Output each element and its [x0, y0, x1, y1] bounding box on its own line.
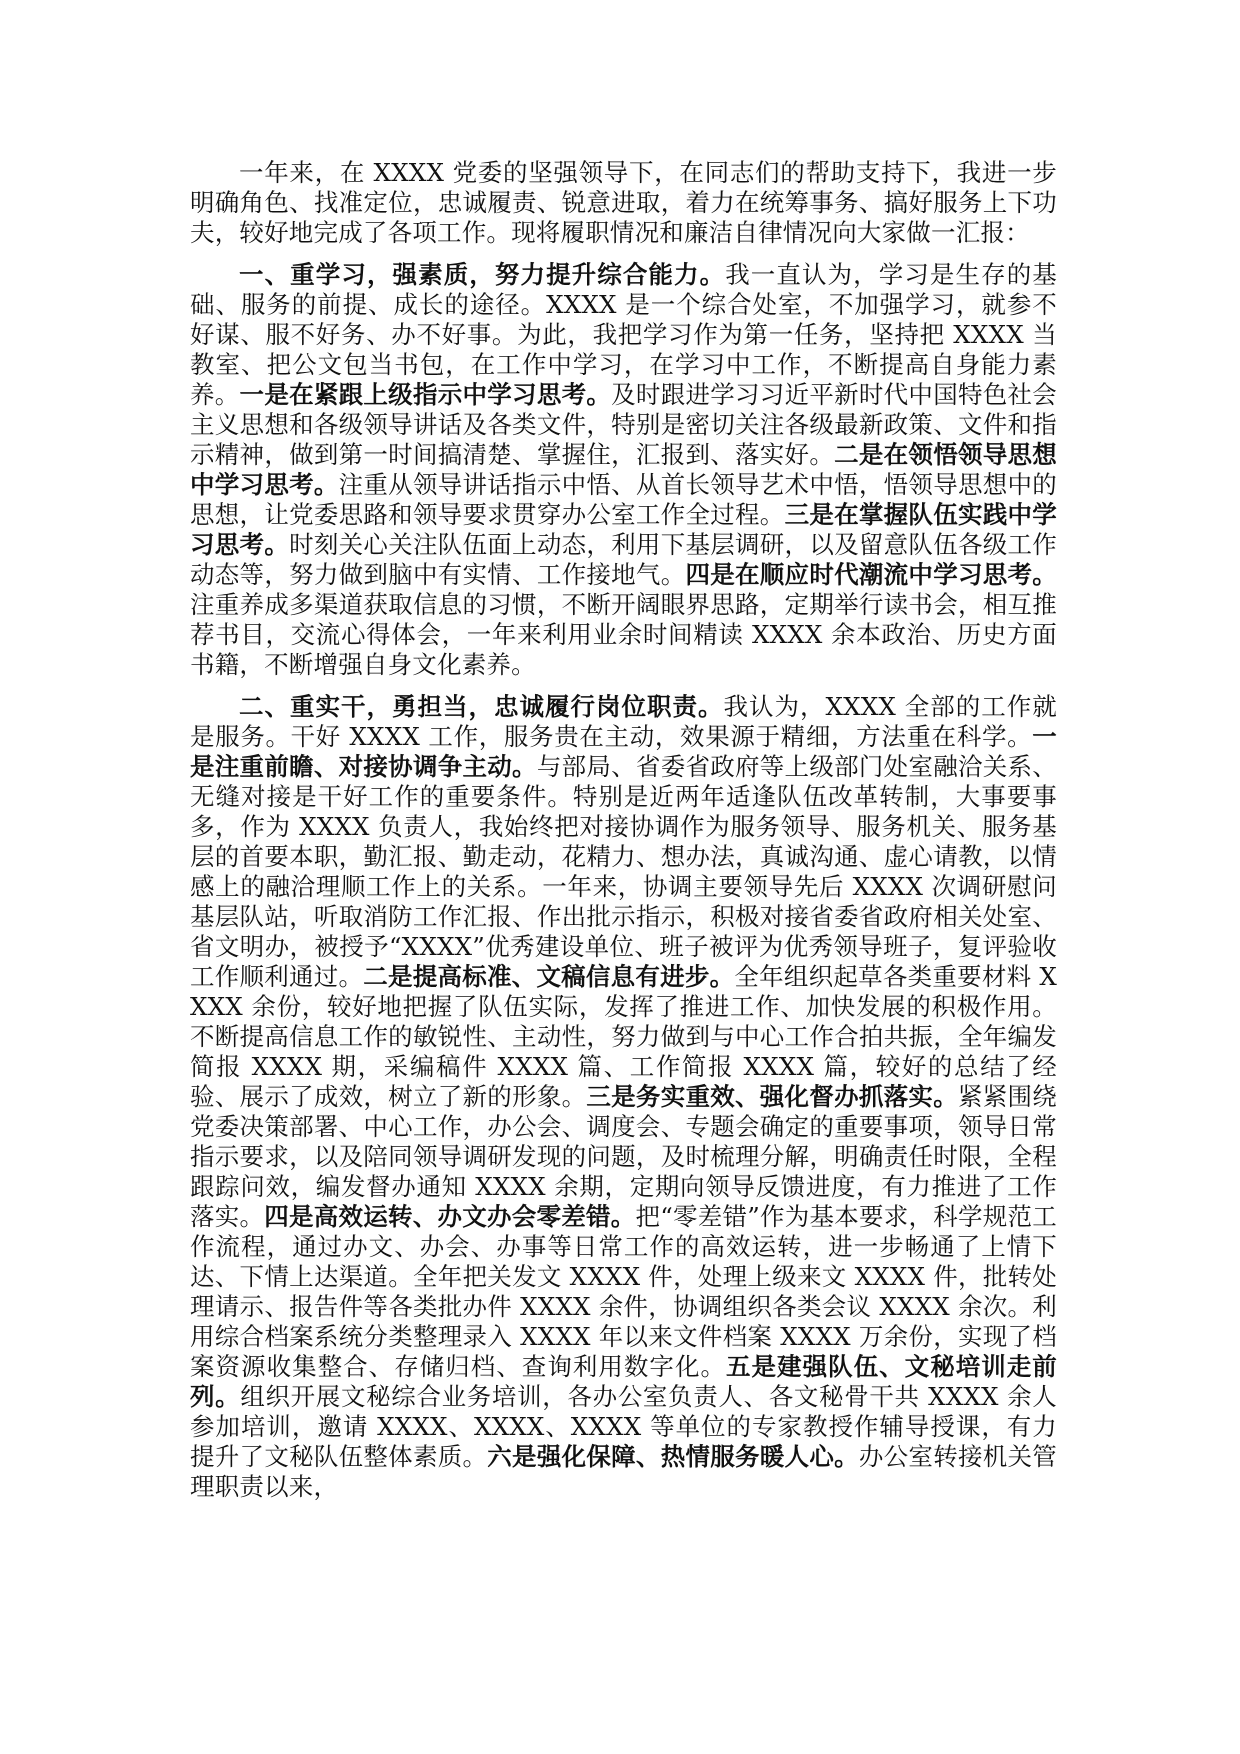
work-point-four-text: 把“零差错”作为基本要求，科学规范工作流程，通过办文、办会、办事等日常工作的高效运转，进一步畅通了上情下达、下情上达渠道。全年把关发文 XXXX 件，处理上级来文 XXXX 件，批转处理请示、报告件等各类批办件 XXXX 余件，协调组织各类会议 XXXX 余次。利用综合档案系统分类整理录入 XXXX 年以来文件档案 XXXX 万余份，实现了档案资源收集整合、存储归档、查询利用数字化。 — [190, 1202, 1057, 1381]
section-one-heading: 一、重学习，强素质，努力提升综合能力。 — [239, 260, 726, 289]
work-point-two-heading: 二是提高标准、文稿信息有进步。 — [363, 962, 735, 991]
section-work-paragraph — [190, 692, 1057, 1502]
section-study-paragraph — [190, 260, 1057, 680]
work-point-two-text: 全年组织起草各类重要材料 XXXX 余份，较好地把握了队伍实际，发挥了推进工作、加快发展的积极作用。不断提高信息工作的敏锐性、主动性，努力做到与中心工作合拍共振，全年编发简报 XXXX 期，采编稿件 XXXX 篇、工作简报 XXXX 篇，较好的总结了经验、展示了成效，树立了新的形象。 — [190, 962, 1057, 1111]
work-point-six-text: 办公室转接机关管理职责以来， — [190, 1442, 1058, 1501]
intro-paragraph — [190, 158, 1057, 248]
point-two-heading: 二是在领悟领导思想中学习思考。 — [190, 440, 1057, 499]
work-point-three-heading: 三是务实重效、强化督办抓落实。 — [586, 1082, 958, 1111]
point-three-text: 时刻关心关注队伍面上动态，利用下基层调研，以及留意队伍各级工作动态等，努力做到脑中有实情、工作接地气。 — [190, 530, 1057, 589]
section-two-text: 我认为，XXXX 全部的工作就是服务。干好 XXXX 工作，服务贵在主动，效果源于精细，方法重在科学。 — [190, 692, 1057, 751]
work-point-six-heading: 六是强化保障、热情服务暖人心。 — [487, 1442, 859, 1471]
work-point-one-heading: 一是注重前瞻、对接协调争主动。 — [190, 722, 1057, 781]
point-four-heading: 四是在顺应时代潮流中学习思考。 — [685, 560, 1057, 589]
work-point-three-text: 紧紧围绕党委决策部署、中心工作，办公会、调度会、专题会确定的重要事项，领导日常指示要求，以及陪同领导调研发现的问题，及时梳理分解，明确责任时限，全程跟踪问效，编发督办通知 XXXX 余期，定期向领导反馈进度，有力推进了工作落实。 — [190, 1082, 1058, 1231]
section-one-text: 我一直认为，学习是生存的基础、服务的前提、成长的途径。XXXX 是一个综合处室，不加强学习，就参不好谋、服不好务、办不好事。为此，我把学习作为第一任务，坚持把 XXXX 当教室、把公文包当书包，在工作中学习，在学习中工作，不断提高自身能力素养。 — [190, 260, 1057, 409]
point-three-heading: 三是在掌握队伍实践中学习思考。 — [190, 500, 1057, 559]
intro-text: 一年来，在 XXXX 党委的坚强领导下，在同志们的帮助支持下，我进一步明确角色、找准定位，忠诚履责、锐意进取，着力在统筹事务、搞好服务上下功夫，较好地完成了各项工作。现将履职情况和廉洁自律情况向大家做一汇报： — [190, 158, 1057, 247]
work-point-five-text: 组织开展文秘综合业务培训，各办公室负责人、各文秘骨干共 XXXX 余人参加培训，邀请 XXXX、XXXX、XXXX 等单位的专家教授作辅导授课，有力提升了文秘队伍整体素质。 — [190, 1382, 1057, 1471]
point-one-text: 及时跟进学习习近平新时代中国特色社会主义思想和各级领导讲话及各类文件，特别是密切关注各级最新政策、文件和指示精神，做到第一时间搞清楚、掌握住，汇报到、落实好。 — [190, 380, 1057, 469]
work-point-one-text: 与部局、省委省政府等上级部门处室融洽关系、无缝对接是干好工作的重要条件。特别是近两年适逢队伍改革转制，大事要事多，作为 XXXX 负责人，我始终把对接协调作为服务领导、服务机关、服务基层的首要本职，勤汇报、勤走动，花精力、想办法，真诚沟通、虚心请教，以情感上的融洽理顺工作上的关系。一年来，协调主要领导先后 XXXX 次调研慰问基层队站，听取消防工作汇报、作出批示指示，积极对接省委省政府相关处室、省文明办，被授予“XXXX”优秀建设单位、班子被评为优秀领导班子，复评验收工作顺利通过。 — [190, 752, 1057, 991]
work-point-four-heading: 四是高效运转、办文办会零差错。 — [264, 1202, 636, 1231]
section-two-heading: 二、重实干，勇担当，忠诚履行岗位职责。 — [239, 692, 724, 721]
document-body — [190, 158, 1057, 1514]
point-two-text: 注重从领导讲话指示中悟、从首长领导艺术中悟，悟领导思想中的思想，让党委思路和领导要求贯穿办公室工作全过程。 — [190, 470, 1057, 529]
point-one-heading: 一是在紧跟上级指示中学习思考。 — [239, 380, 612, 409]
work-point-five-heading: 五是建强队伍、文秘培训走前列。 — [190, 1352, 1057, 1411]
point-four-text: 注重养成多渠道获取信息的习惯，不断开阔眼界思路，定期举行读书会，相互推荐书目，交流心得体会，一年来利用业余时间精读 XXXX 余本政治、历史方面书籍，不断增强自身文化素养。 — [190, 590, 1057, 679]
